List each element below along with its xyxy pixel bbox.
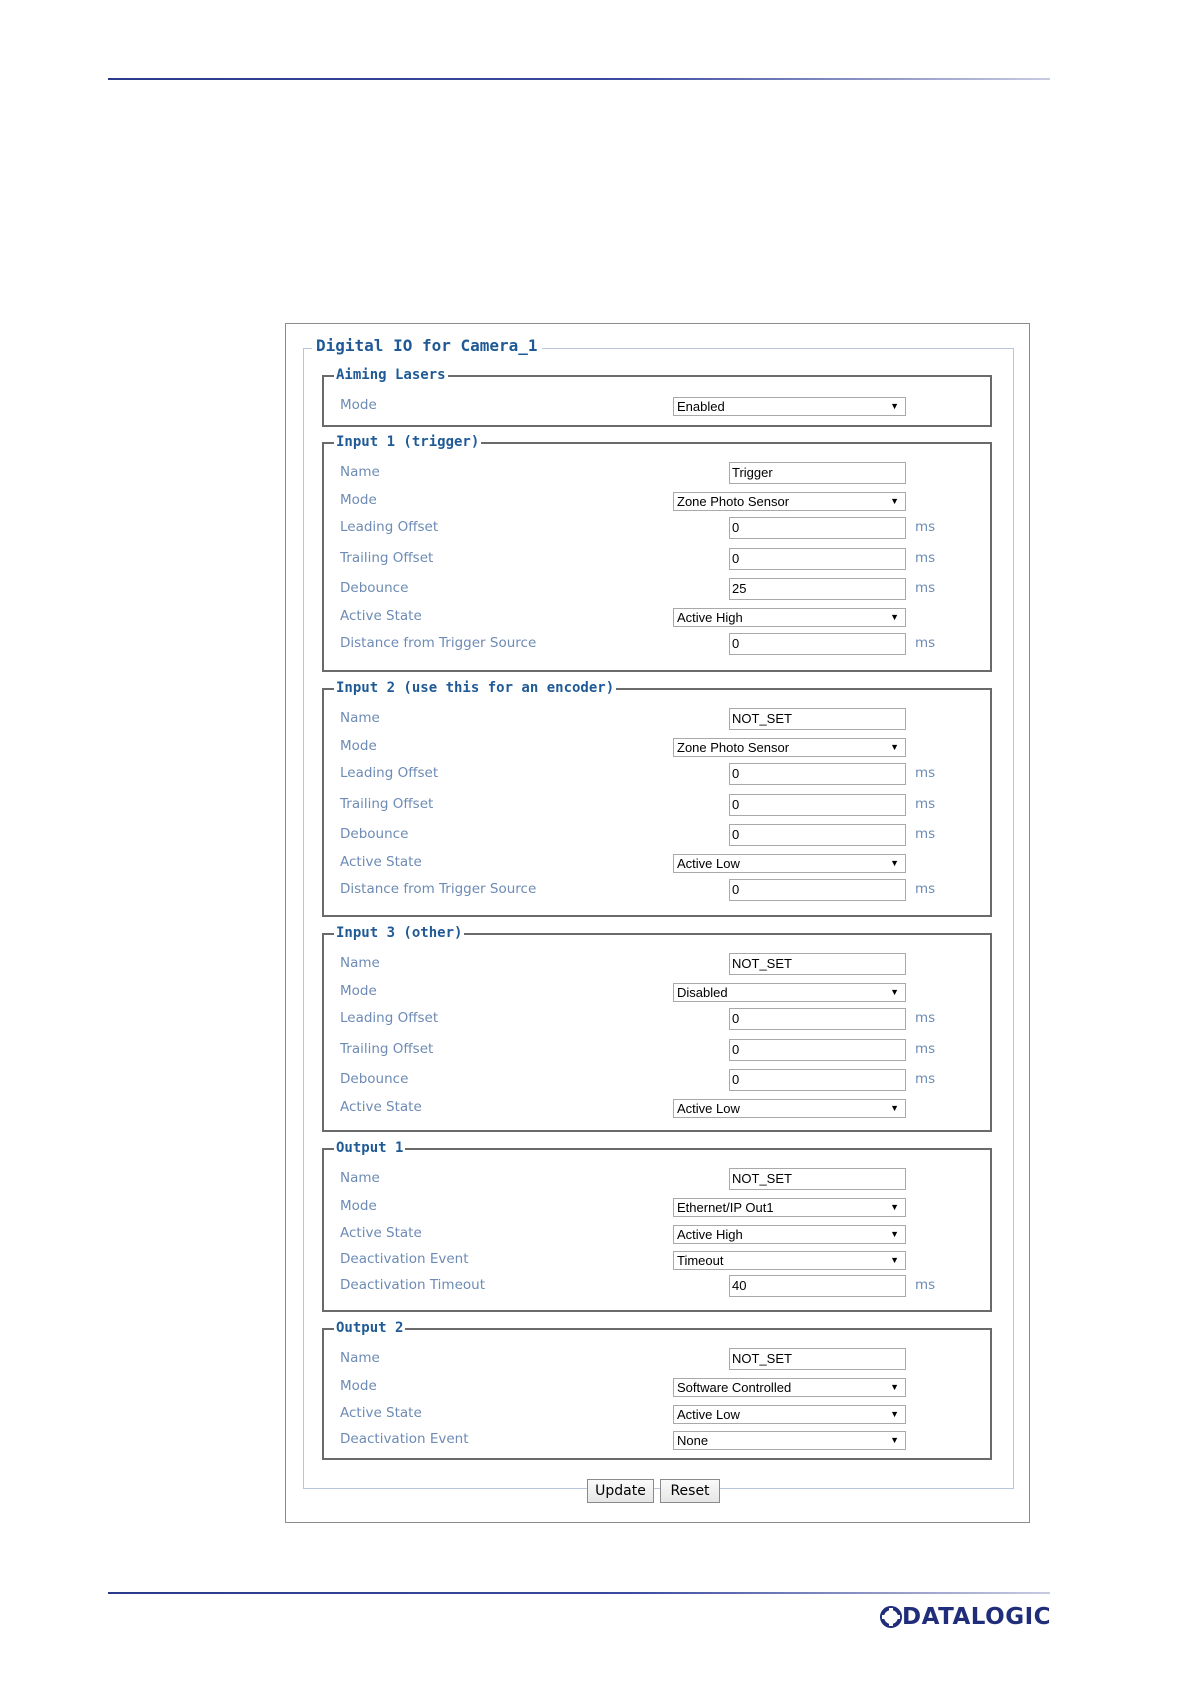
distance-from-trigger-source-input[interactable]: 0	[729, 633, 906, 655]
dropdown-arrow-icon: ▼	[890, 401, 899, 411]
leading-offset-label: Leading Offset	[340, 765, 439, 781]
section-output-1	[322, 1140, 992, 1312]
distance-from-trigger-source-label: Distance from Trigger Source	[340, 635, 537, 651]
mode-select[interactable]	[673, 492, 906, 511]
dropdown-arrow-icon: ▼	[890, 987, 899, 997]
section-input-2-use-this-for-an-encoder	[322, 680, 992, 917]
mode-select-value: Ethernet/IP Out1	[677, 1200, 774, 1215]
mode-select[interactable]	[673, 397, 906, 416]
name-label: Name	[340, 1170, 380, 1186]
dropdown-arrow-icon: ▼	[890, 612, 899, 622]
active-state-select[interactable]	[673, 1225, 906, 1244]
mode-label: Mode	[340, 1378, 377, 1394]
leading-offset-label: Leading Offset	[340, 519, 439, 535]
dropdown-arrow-icon: ▼	[890, 1229, 899, 1239]
mode-label: Mode	[340, 492, 377, 508]
deactivation-timeout-input[interactable]: 40	[729, 1275, 906, 1297]
mode-label: Mode	[340, 397, 377, 413]
mode-label: Mode	[340, 738, 377, 754]
mode-select-value: Software Controlled	[677, 1380, 792, 1395]
dropdown-arrow-icon: ▼	[890, 496, 899, 506]
distance-from-trigger-source-label: Distance from Trigger Source	[340, 881, 537, 897]
name-input[interactable]: NOT_SET	[729, 1348, 906, 1370]
dropdown-arrow-icon: ▼	[890, 1409, 899, 1419]
mode-label: Mode	[340, 1198, 377, 1214]
name-input[interactable]: NOT_SET	[729, 1168, 906, 1190]
active-state-label: Active State	[340, 1405, 422, 1421]
panel-title: Digital IO for Camera_1	[312, 336, 542, 355]
mode-select[interactable]	[673, 1198, 906, 1217]
debounce-label: Debounce	[340, 1071, 409, 1087]
trailing-offset-input[interactable]: 0	[729, 1039, 906, 1061]
datalogic-logo-icon	[880, 1606, 902, 1628]
deactivation-event-select[interactable]	[673, 1251, 906, 1270]
active-state-label: Active State	[340, 854, 422, 870]
active-state-select-value: Active Low	[677, 1407, 740, 1422]
active-state-select[interactable]	[673, 854, 906, 873]
active-state-label: Active State	[340, 1225, 422, 1241]
footer-rule	[108, 1592, 1050, 1594]
dropdown-arrow-icon: ▼	[890, 1435, 899, 1445]
trailing-offset-input[interactable]: 0	[729, 794, 906, 816]
section-title: Output 1	[336, 1140, 404, 1156]
trailing-offset-label: Trailing Offset	[340, 796, 434, 812]
name-label: Name	[340, 1350, 380, 1366]
trailing-offset-input[interactable]: 0	[729, 548, 906, 570]
debounce-input[interactable]: 0	[729, 1069, 906, 1091]
section-title: Output 2	[336, 1320, 404, 1336]
leading-offset-unit: ms	[915, 765, 936, 781]
update-button[interactable]: Update	[587, 1479, 654, 1503]
distance-from-trigger-source-input[interactable]: 0	[729, 879, 906, 901]
deactivation-event-label: Deactivation Event	[340, 1251, 469, 1267]
debounce-input[interactable]: 25	[729, 578, 906, 600]
leading-offset-unit: ms	[915, 1010, 936, 1026]
dropdown-arrow-icon: ▼	[890, 1382, 899, 1392]
trailing-offset-unit: ms	[915, 1041, 936, 1057]
section-title: Aiming Lasers	[336, 367, 446, 383]
section-input-1-trigger	[322, 434, 992, 672]
section-title: Input 1 (trigger)	[336, 434, 480, 450]
dropdown-arrow-icon: ▼	[890, 1255, 899, 1265]
deactivation-event-select-value: Timeout	[677, 1253, 724, 1268]
trailing-offset-unit: ms	[915, 550, 936, 566]
deactivation-event-select[interactable]	[673, 1431, 906, 1450]
section-title: Input 3 (other)	[336, 925, 463, 941]
mode-select[interactable]	[673, 738, 906, 757]
reset-button[interactable]: Reset	[660, 1479, 720, 1503]
active-state-select[interactable]	[673, 1099, 906, 1118]
leading-offset-input[interactable]: 0	[729, 517, 906, 539]
datalogic-logo	[880, 1604, 1051, 1630]
active-state-label: Active State	[340, 1099, 422, 1115]
trailing-offset-unit: ms	[915, 796, 936, 812]
mode-select-value: Disabled	[677, 985, 728, 1000]
leading-offset-unit: ms	[915, 519, 936, 535]
mode-select-value: Zone Photo Sensor	[677, 740, 790, 755]
name-label: Name	[340, 710, 380, 726]
mode-label: Mode	[340, 983, 377, 999]
debounce-label: Debounce	[340, 826, 409, 842]
logo-wordmark: DATALOGIC	[902, 1604, 1052, 1630]
active-state-select[interactable]	[673, 608, 906, 627]
dropdown-arrow-icon: ▼	[890, 742, 899, 752]
debounce-unit: ms	[915, 580, 936, 596]
leading-offset-input[interactable]: 0	[729, 1008, 906, 1030]
section-aiming-lasers	[322, 367, 992, 427]
debounce-unit: ms	[915, 1071, 936, 1087]
active-state-label: Active State	[340, 608, 422, 624]
header-rule	[108, 78, 1050, 80]
dropdown-arrow-icon: ▼	[890, 858, 899, 868]
digital-io-screenshot	[285, 323, 1030, 1523]
name-input[interactable]: NOT_SET	[729, 708, 906, 730]
active-state-select[interactable]	[673, 1405, 906, 1424]
debounce-unit: ms	[915, 826, 936, 842]
section-input-3-other	[322, 925, 992, 1132]
mode-select[interactable]	[673, 1378, 906, 1397]
deactivation-timeout-unit: ms	[915, 1277, 936, 1293]
leading-offset-input[interactable]: 0	[729, 763, 906, 785]
section-output-2	[322, 1320, 992, 1460]
name-label: Name	[340, 464, 380, 480]
active-state-select-value: Active Low	[677, 1101, 740, 1116]
name-input[interactable]: NOT_SET	[729, 953, 906, 975]
mode-select-value: Enabled	[677, 399, 725, 414]
distance-from-trigger-source-unit: ms	[915, 881, 936, 897]
active-state-select-value: Active Low	[677, 856, 740, 871]
mode-select-value: Zone Photo Sensor	[677, 494, 790, 509]
deactivation-event-label: Deactivation Event	[340, 1431, 469, 1447]
deactivation-event-select-value: None	[677, 1433, 709, 1448]
trailing-offset-label: Trailing Offset	[340, 1041, 434, 1057]
name-label: Name	[340, 955, 380, 971]
deactivation-timeout-label: Deactivation Timeout	[340, 1277, 485, 1293]
mode-select[interactable]	[673, 983, 906, 1002]
trailing-offset-label: Trailing Offset	[340, 550, 434, 566]
active-state-select-value: Active High	[677, 610, 743, 625]
debounce-label: Debounce	[340, 580, 409, 596]
dropdown-arrow-icon: ▼	[890, 1202, 899, 1212]
dropdown-arrow-icon: ▼	[890, 1103, 899, 1113]
debounce-input[interactable]: 0	[729, 824, 906, 846]
name-input[interactable]: Trigger	[729, 462, 906, 484]
section-title: Input 2 (use this for an encoder)	[336, 680, 615, 696]
leading-offset-label: Leading Offset	[340, 1010, 439, 1026]
distance-from-trigger-source-unit: ms	[915, 635, 936, 651]
active-state-select-value: Active High	[677, 1227, 743, 1242]
